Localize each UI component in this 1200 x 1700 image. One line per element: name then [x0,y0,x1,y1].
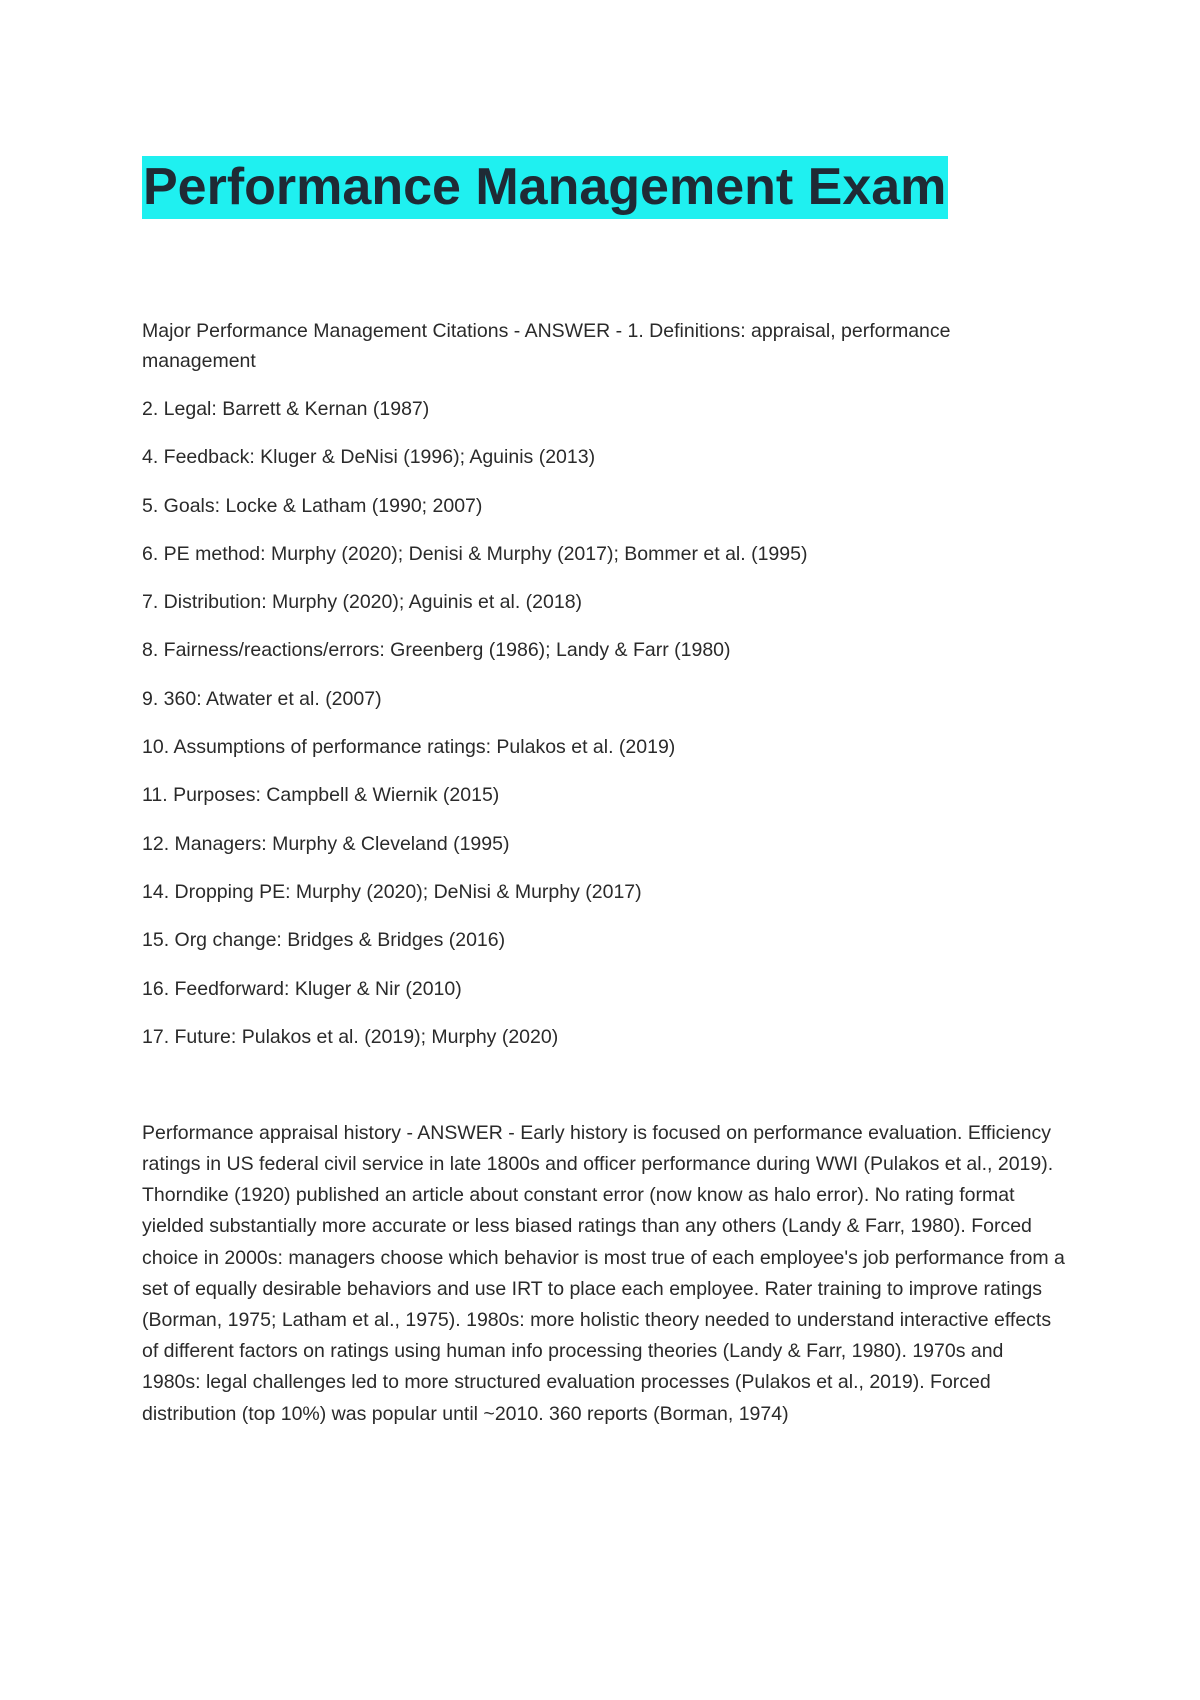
citation-item: 14. Dropping PE: Murphy (2020); DeNisi & Murphy (2017) [142,880,642,903]
document-body [142,316,1065,1448]
citation-item: 16. Feedforward: Kluger & Nir (2010) [142,977,462,1000]
citation-item: 11. Purposes: Campbell & Wiernik (2015) [142,784,500,807]
citation-item: 5. Goals: Locke & Latham (1990; 2007) [142,494,483,517]
citation-item: 4. Feedback: Kluger & DeNisi (1996); Aguinis (2013) [142,446,596,469]
citation-item: 7. Distribution: Murphy (2020); Aguinis et al. (2018) [142,591,583,614]
citation-item: 10. Assumptions of performance ratings: Pulakos et al. (2019) [142,736,676,759]
citation-item: 12. Managers: Murphy & Cleveland (1995) [142,832,510,855]
citation-item: 6. PE method: Murphy (2020); Denisi & Murphy (2017); Bommer et al. (1995) [142,542,808,565]
history-paragraph: Performance appraisal history - ANSWER - Early history is focused on performance evaluation. Efficiency ratings in US federal civil service in late 1800s and officer performance during WWI (Pulakos et al., 2019). Thorndike (1920) published an article about constant error (now know as halo error). No rating format yielded substantially more accurate or less biased ratings than any others (Landy & Farr, 1980). Forced choice in 2000s: managers choose which behavior is most true of each employee's job performance from a set of equally desirable behaviors and use IRT to place each employee. Rater training to improve ratings (Borman, 1975; Latham et al., 1975). 1980s: more holistic theory needed to understand interactive effects of different factors on ratings using human info processing theories (Landy & Farr, 1980). 1970s and 1980s: legal challenges led to more structured evaluation processes (Pulakos et al., 2019). Forced distribution (top 10%) was popular until ~2010. 360 reports (Borman, 1974) [142,1121,1065,1425]
citation-item: 9. 360: Atwater et al. (2007) [142,687,382,710]
document-title: Performance Management Exam [142,156,948,219]
citations-list [142,394,1062,1052]
citation-item: 15. Org change: Bridges & Bridges (2016) [142,929,506,952]
citations-intro: Major Performance Management Citations - ANSWER - 1. Definitions: appraisal, performance management [142,320,951,372]
citation-item: 17. Future: Pulakos et al. (2019); Murphy (2020) [142,1025,559,1048]
title-block [142,156,948,219]
citation-item: 8. Fairness/reactions/errors: Greenberg (1986); Landy & Farr (1980) [142,639,731,662]
citation-item: 2. Legal: Barrett & Kernan (1987) [142,398,430,420]
